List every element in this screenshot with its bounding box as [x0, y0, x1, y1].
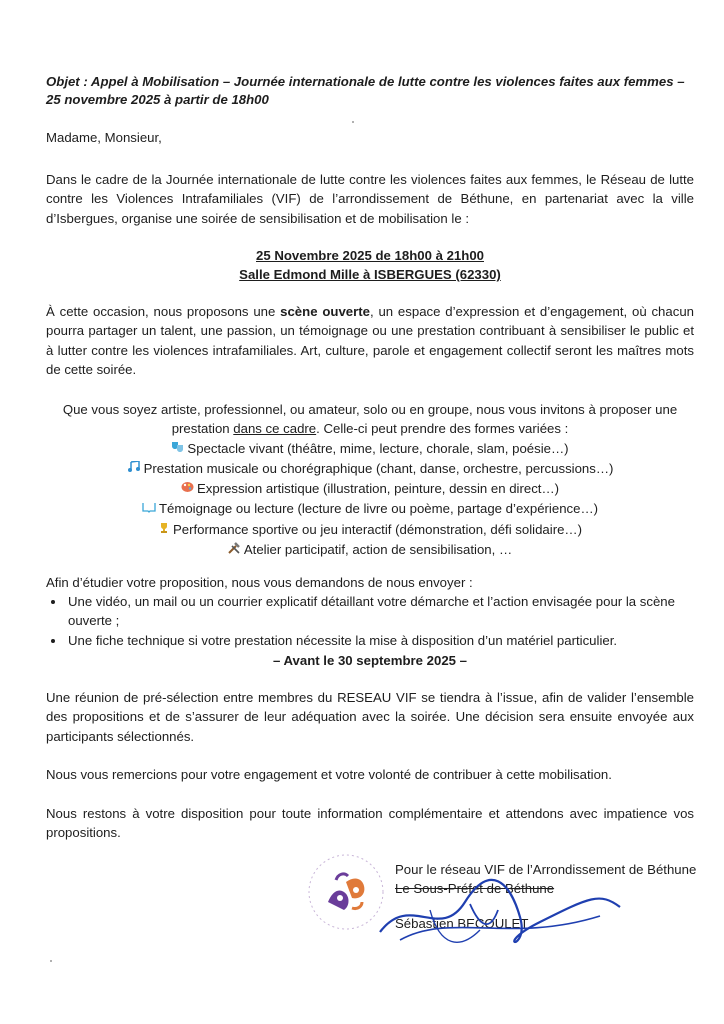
form-item-label: Spectacle vivant (théâtre, mime, lecture, chorale, slam, poésie…) [187, 440, 569, 456]
thanks-paragraph: Nous vous remercions pour votre engagement et votre volonté de contribuer à cette mobilisation. [46, 767, 612, 782]
scan-speck [352, 121, 354, 123]
form-item-label: Atelier participatif, action de sensibilisation, … [243, 542, 513, 558]
invitation-line-2 [46, 419, 694, 438]
event-details [46, 246, 694, 285]
form-item-testimony [46, 499, 694, 519]
invitation-line-1: Que vous soyez artiste, professionnel, ou amateur, solo ou en groupe, nous vous invitons à proposer une [62, 402, 678, 417]
letter-subject: Objet : Appel à Mobilisation – Journée internationale de lutte contre les violences faites aux femmes – 25 novembre 2025 à partir de 18h00 [46, 74, 685, 107]
requirement-item: • Une vidéo, un mail ou un courrier explicatif détaillant votre démarche et l’action envisagée pour la scène ouverte ; [66, 592, 714, 631]
event-date: 25 Novembre 2025 de 18h00 à 21h00 [256, 248, 484, 263]
reunion-paragraph: Une réunion de pré-sélection entre membres du RESEAU VIF se tiendra à l’issue, afin de valider l’ensemble des propositions et de s’assurer de leur adéquation avec la soirée. Une décision sera ensuite envoyée aux participants sélectionnés. [46, 690, 694, 744]
open-stage-highlight: scène ouverte [280, 304, 370, 319]
open-book-icon [142, 500, 156, 519]
open-stage-paragraph [46, 302, 694, 379]
form-item-label: Prestation musicale ou chorégraphique (chant, danse, orchestre, percussions…) [143, 460, 614, 476]
signature-line-1: Pour le réseau VIF de l’Arrondissement de Béthune [395, 862, 697, 877]
closing-paragraph: Nous restons à votre disposition pour toute information complémentaire et attendons avec impatience vos propositions. [46, 806, 694, 841]
invitation-underlined: dans ce cadre [233, 421, 317, 437]
invitation-line-2-end: . Celle-ci peut prendre des formes variées : [316, 421, 569, 437]
signature-line-2: Le Sous-Préfet de Béthune [395, 881, 555, 896]
signature-block [300, 852, 720, 962]
tools-icon [228, 541, 241, 560]
invitation-block [46, 400, 694, 560]
scan-speck [50, 960, 52, 962]
form-item-label: Performance sportive ou jeu interactif (démonstration, défi solidaire…) [173, 521, 582, 537]
deadline: – Avant le 30 septembre 2025 – [272, 653, 467, 668]
form-item-music [46, 459, 694, 479]
handwritten-signature [370, 872, 630, 952]
theater-masks-icon [171, 440, 184, 459]
form-item-art [46, 479, 694, 499]
form-item-label: Expression artistique (illustration, peinture, dessin en direct…) [196, 481, 560, 497]
event-venue: Salle Edmond Mille à ISBERGUES (62330) [239, 267, 501, 283]
invitation-line-2-start: prestation [171, 421, 234, 437]
requirements-list [46, 592, 714, 650]
form-item-workshop [46, 540, 694, 560]
form-item-sport [46, 520, 694, 540]
signatory-name: Sébastien BECOULET [395, 916, 529, 931]
requirement-item: • Une fiche technique si votre prestation nécessite la mise à disposition d’un matériel particulier. [66, 631, 714, 650]
salutation: Madame, Monsieur, [46, 130, 162, 145]
form-item-spectacle [46, 439, 694, 459]
music-notes-icon [127, 460, 141, 479]
study-paragraph: Afin d’étudier votre proposition, nous vous demandons de nous envoyer : [46, 575, 473, 590]
form-item-label: Témoignage ou lecture (lecture de livre ou poème, partage d’expérience…) [158, 501, 599, 517]
palette-icon [181, 480, 194, 499]
intro-paragraph: Dans le cadre de la Journée internationale de lutte contre les violences faites aux femmes, le Réseau de lutte contre les Violences Intrafamiliales (VIF) de l’arrondissement de Béthune, en partenariat avec la ville d’Isbergues, organise une soirée de sensibilisation et de mobilisation le : [46, 172, 694, 226]
trophy-icon [158, 521, 170, 540]
open-stage-text-start: À cette occasion, nous proposons une [46, 304, 281, 319]
open-stage-text-end: , un espace d’expression et d’engagement, où chacun pourra partager un talent, une passion, un témoignage ou une prestation contribuant à sensibiliser le public et à lutter contre les violences intrafamiliales. Art, culture, parole et engagement collectif seront les maîtres mots de cette soirée. [46, 304, 694, 377]
